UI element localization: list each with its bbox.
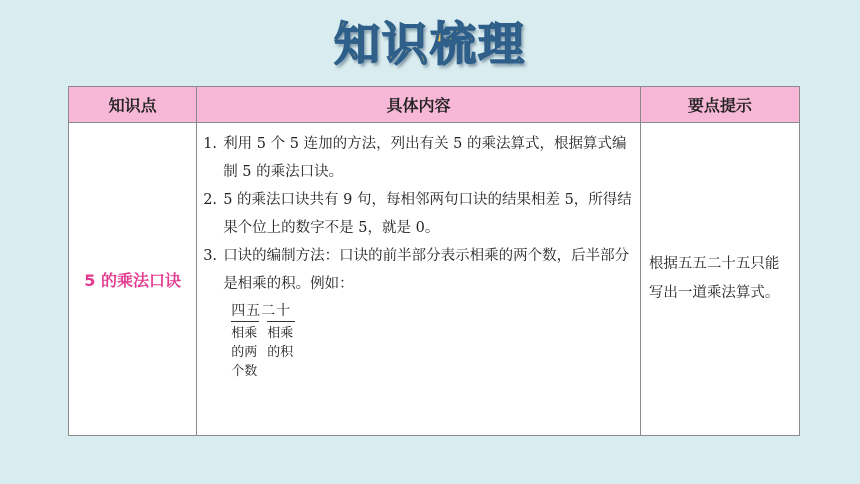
header-tip: 要点提示 [640,87,799,123]
content-item-3 [203,242,634,298]
table-row [69,123,800,436]
item-text: 口诀的编制方法：口诀的前半部分表示相乘的两个数，后半部分是相乘的积。例如： [223,248,630,292]
chant-text: 四五二十 [231,303,292,319]
content-item-1 [203,130,634,186]
header-topic: 知识点 [69,87,197,123]
knowledge-table [68,86,800,436]
factors-label: 相乘的两个数 [231,326,258,379]
underline-product [267,321,295,322]
page-title: 知识梳理 [334,17,526,71]
table-header-row [69,87,800,123]
header-content: 具体内容 [197,87,641,123]
item-number: 1. [203,136,218,152]
chant-diagram [231,302,634,402]
tip-cell: 根据五五二十五只能写出一道乘法算式。 [640,123,799,436]
product-label: 相乘的积 [267,326,294,360]
content-item-2 [203,186,634,242]
item-number: 2. [203,192,218,208]
item-text: 利用 5 个 5 连加的方法，列出有关 5 的乘法算式，根据算式编制 5 的乘法口诀。 [223,136,627,180]
content-cell [197,123,641,436]
item-text: 5 的乘法口诀共有 9 句，每相邻两句口诀的结果相差 5，所得结果个位上的数字不是 5，就是 0。 [223,192,632,236]
underline-factors [231,321,259,322]
topic-cell: 5 的乘法口诀 [69,123,197,436]
item-number: 3. [203,248,218,264]
